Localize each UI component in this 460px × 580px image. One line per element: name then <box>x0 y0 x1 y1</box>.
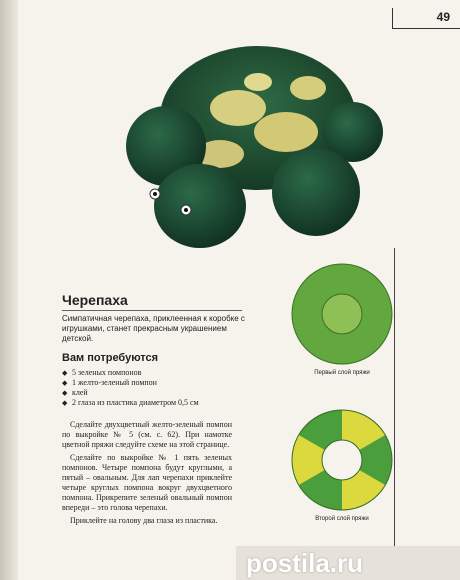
leg-pompom-front-right <box>272 148 360 236</box>
head-pompom <box>154 164 246 248</box>
list-item: ◆ клей <box>62 388 88 397</box>
diagram-caption: Второй слой пряжи <box>315 516 369 522</box>
list-item: ◆ 5 зеленых помпонов <box>62 368 142 377</box>
diagram-caption: Первый слой пряжи <box>314 370 370 376</box>
instruction-paragraph: Приклейте на голову два глаза из пластика. <box>70 516 218 525</box>
diamond-bullet-icon: ◆ <box>62 389 68 397</box>
watermark: postila.ru <box>246 548 364 578</box>
page-number: 49 <box>433 10 454 24</box>
yarn-layer-2-diagram <box>290 408 394 512</box>
diamond-bullet-icon: ◆ <box>62 379 68 387</box>
header-rule <box>392 8 393 28</box>
article-title: Черепаха <box>62 292 128 308</box>
column-divider <box>394 248 395 558</box>
materials-list <box>62 368 199 408</box>
article-intro: Симпатичная черепаха, приклеенная к коробке с игрушками, станет прекрасным украшением детской. <box>62 314 245 343</box>
diamond-bullet-icon: ◆ <box>62 399 68 407</box>
title-underline <box>62 310 242 311</box>
list-item: ◆ 2 глаза из пластика диаметром 0,5 см <box>62 398 199 407</box>
materials-heading: Вам потребуются <box>62 352 159 364</box>
instructions <box>62 420 232 529</box>
header-rule-horizontal <box>392 28 460 29</box>
list-item: ◆ 1 желто-зеленый помпон <box>62 378 157 387</box>
diamond-bullet-icon: ◆ <box>62 369 68 377</box>
yarn-layer-1-diagram <box>290 262 394 366</box>
page-spine-shadow <box>0 0 18 580</box>
instruction-paragraph: Сделайте двухцветный желто-зеленый помпон по выкройке № 5 (см. с. 62). При намотке цветной пряжи следуйте схеме на этой странице. <box>62 420 232 449</box>
turtle-photo <box>108 36 398 256</box>
instruction-paragraph: Сделайте по выкройке № 1 пять зеленых помпонов. Четыре помпона будут круглыми, а пятый – овальным. Для лап черепахи приклейте четыре круглых помпона вокруг двухцветного помпона. Прикрепите зеленый овальный помпон впереди – это голова черепахи. <box>62 453 232 512</box>
